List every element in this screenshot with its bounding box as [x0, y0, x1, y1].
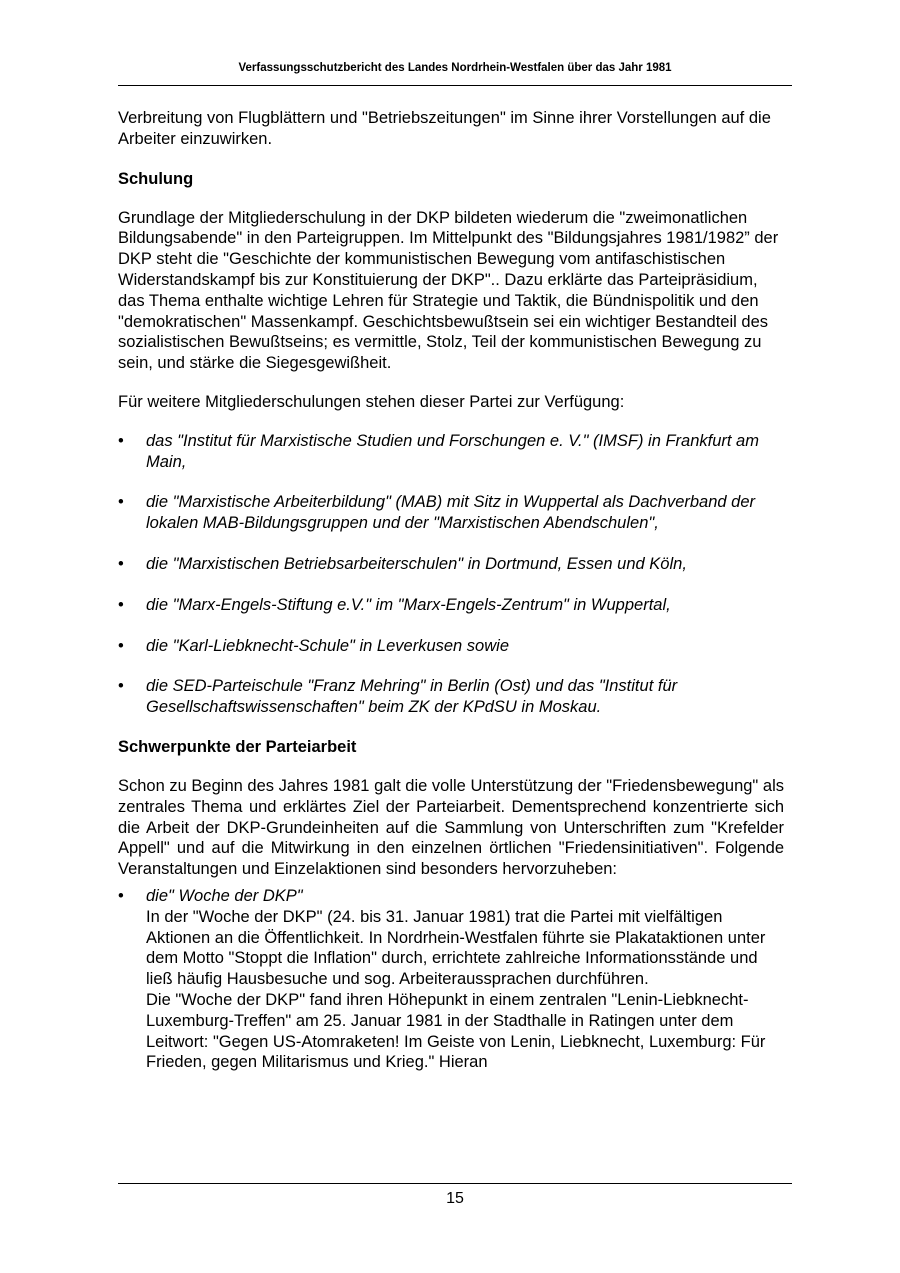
bullet-icon: •: [118, 595, 124, 614]
list-item: [118, 595, 784, 616]
schulung-paragraph: Grundlage der Mitgliederschulung in der DKP bildeten wiederum die "zweimonatlichen Bildungsabende" in den Parteigruppen. Im Mittelpunkt des "Bildungsjahres 1981/1982” der DKP steht die "Geschichte der kommunistischen Bewegung vom antifaschistischen Widerstandskampf bis zur Konstituierung der DKP".. Dazu erklärte das Parteipräsidium, das Thema enthalte wichtige Lehren für Strategie und Taktik, die Bündnispolitik und den "demokratischen" Massenkampf. Geschichtsbewußtsein sei ein wichtiger Bestandteil des sozialistischen Bewußtseins; es vermittle, Stolz, Teil der kommunistischen Bewegung zu sein, und stärke die Siegesgewißheit.: [118, 208, 779, 373]
list-item: [118, 676, 784, 718]
section-heading-schulung: Schulung: [118, 169, 194, 188]
running-header: Verfassungsschutzbericht des Landes Nordrhein-Westfalen über das Jahr 1981: [238, 62, 672, 74]
schulung-lead: Für weitere Mitgliederschulungen stehen dieser Partei zur Verfügung:: [118, 392, 625, 411]
list-item-title: die" Woche der DKP": [146, 886, 303, 905]
footer-rule: [118, 1183, 792, 1184]
list-item-text: die "Marx-Engels-Stiftung e.V." im "Marx-Engels-Zentrum" in Wuppertal,: [146, 595, 671, 614]
list-item: [118, 492, 784, 534]
list-item: [118, 886, 784, 1073]
bullet-icon: •: [118, 431, 124, 450]
section-heading-schwerpunkte: Schwerpunkte der Parteiarbeit: [118, 737, 357, 756]
list-item: [118, 636, 784, 657]
list-item-text: In der "Woche der DKP" (24. bis 31. Januar 1981) trat die Partei mit vielfältigen Aktionen an die Öffentlichkeit. In Nordrhein-Westfalen führte sie Plakataktionen unter dem Motto "Stoppt die Inflation" durch, errichtete zahlreiche Informationsstände und ließ häufig Hausbesuche und sog. Arbeiteraussprachen durchführen.: [146, 907, 766, 989]
schulung-list: [118, 431, 784, 718]
bullet-icon: •: [118, 886, 124, 905]
bullet-icon: •: [118, 677, 124, 696]
list-item-text: das "Institut für Marxistische Studien und Forschungen e. V." (IMSF) in Frankfurt am Main,: [146, 431, 759, 471]
header-rule: [118, 85, 792, 86]
list-item-text: die "Marxistischen Betriebsarbeiterschulen" in Dortmund, Essen und Köln,: [146, 554, 687, 573]
bullet-icon: •: [118, 636, 124, 655]
list-item-text: die "Marxistische Arbeiterbildung" (MAB) mit Sitz in Wuppertal als Dachverband der lokalen MAB-Bildungsgruppen und der "Marxistischen Abendschulen",: [146, 493, 756, 533]
list-item-text: Die "Woche der DKP" fand ihren Höhepunkt in einem zentralen "Lenin-Liebknecht-Luxemburg-Treffen" am 25. Januar 1981 in der Stadthalle in Ratingen unter dem Leitwort: "Gegen US-Atomraketen! Im Geiste von Lenin, Liebknecht, Luxemburg: Für Frieden, gegen Militarismus und Krieg." Hieran: [146, 990, 766, 1072]
list-item-text: die "Karl-Liebknecht-Schule" in Leverkusen sowie: [146, 636, 509, 655]
bullet-icon: •: [118, 554, 124, 573]
list-item: [118, 431, 784, 473]
page-body: [118, 108, 784, 1073]
intro-paragraph: Verbreitung von Flugblättern und "Betriebszeitungen" im Sinne ihrer Vorstellungen auf die Arbeiter einzuwirken.: [118, 109, 771, 148]
list-item-text: die SED-Parteischule "Franz Mehring" in Berlin (Ost) und das "Institut für Gesellschaftswissenschaften" beim ZK der KPdSU in Moskau.: [146, 677, 678, 717]
page-number: 15: [446, 1190, 464, 1207]
schwerpunkte-paragraph: Schon zu Beginn des Jahres 1981 galt die volle Unterstützung der "Friedensbewegung" als zentrales Thema und erklärtes Ziel der Parteiarbeit. Dementsprechend konzentrierte sich die Arbeit der DKP-Grundeinheiten auf die Sammlung von Unterschriften zum "Krefelder Appell" und auf die Mitwirkung in den einzelnen örtlichen "Friedensinitiativen". Folgende Veranstaltungen und Einzelaktionen sind besonders hervorzuheben:: [118, 776, 784, 879]
list-item: [118, 554, 784, 575]
schwerpunkte-list: [118, 886, 784, 1073]
bullet-icon: •: [118, 493, 124, 512]
